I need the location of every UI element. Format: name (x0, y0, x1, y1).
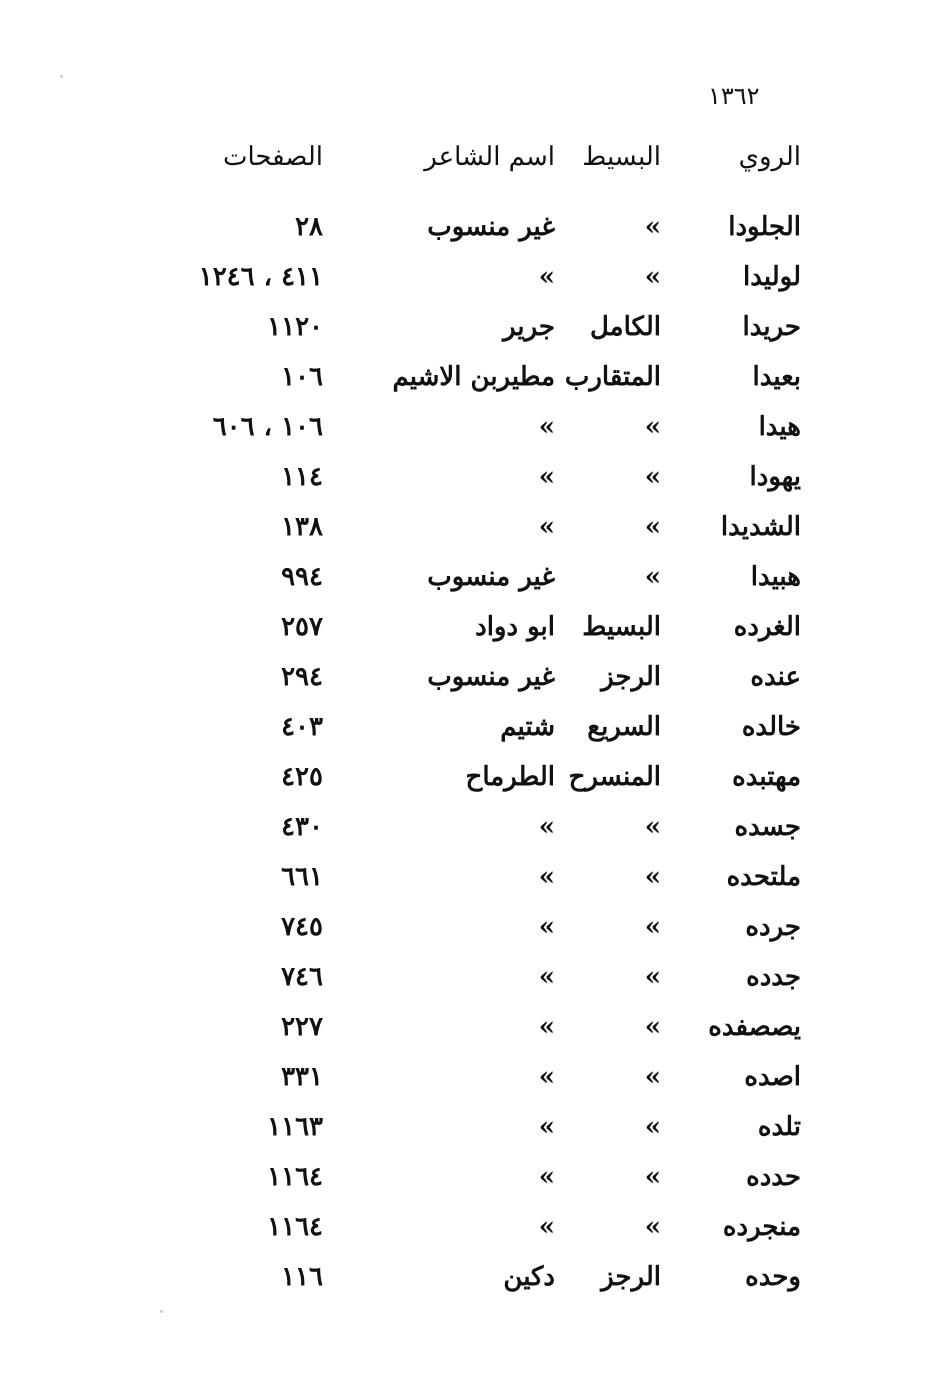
header-rawi: الروي (738, 142, 801, 172)
pages-cell: ٤٠٣ (281, 712, 323, 742)
pages-cell: ١١٦٤ (267, 1162, 323, 1192)
poet-cell: » (538, 462, 555, 492)
bahr-cell: » (644, 1012, 661, 1042)
bahr-cell: » (644, 1062, 661, 1092)
poet-cell: ابو دواد (475, 612, 555, 642)
bahr-cell: الرجز (601, 1262, 661, 1292)
pages-cell: ٩٩٤ (281, 562, 323, 592)
poet-cell: » (538, 862, 555, 892)
bahr-cell: » (644, 862, 661, 892)
pages-cell: ١١٦٤ (267, 1212, 323, 1242)
table-row (0, 462, 933, 502)
header-poet: اسم الشاعر (424, 142, 555, 172)
rawi-cell: عنده (750, 662, 801, 692)
poet-cell: دكين (503, 1262, 555, 1292)
pages-cell: ١٠٦ ، ٦٠٦ (212, 412, 323, 442)
bahr-cell: البسيط (582, 612, 661, 642)
pages-cell: ١١٦٣ (267, 1112, 323, 1142)
bahr-cell: الكامل (589, 312, 661, 342)
rawi-cell: جرده (745, 912, 801, 942)
poet-cell: غير منسوب (427, 662, 555, 692)
rawi-cell: حريدا (742, 312, 801, 342)
bahr-cell: » (644, 1212, 661, 1242)
table-row (0, 1012, 933, 1052)
rawi-cell: اصده (744, 1062, 801, 1092)
poet-cell: غير منسوب (427, 562, 555, 592)
header-bahr: البسيط (582, 142, 661, 172)
bahr-cell: الرجز (601, 662, 661, 692)
rawi-cell: بعيدا (752, 362, 801, 392)
table-row (0, 662, 933, 702)
rawi-cell: هيدا (758, 412, 801, 442)
pages-cell: ٤٣٠ (281, 812, 323, 842)
rawi-cell: منجرده (722, 1212, 801, 1242)
page-number: ١٣٦٢ (708, 82, 760, 110)
table-row (0, 762, 933, 802)
bahr-cell: » (644, 212, 661, 242)
scan-speck (60, 75, 63, 78)
poet-cell: شتيم (500, 712, 555, 742)
poet-cell: » (538, 812, 555, 842)
scan-speck (160, 1310, 163, 1313)
table-row (0, 612, 933, 652)
poet-cell: » (538, 1112, 555, 1142)
pages-cell: ٤٢٥ (281, 762, 323, 792)
pages-cell: ٤١١ ، ١٢٤٦ (198, 262, 323, 292)
pages-cell: ٣٣١ (281, 1062, 323, 1092)
table-row (0, 862, 933, 902)
rawi-cell: الجلودا (728, 212, 801, 242)
poet-cell: » (538, 1012, 555, 1042)
rawi-cell: هبيدا (750, 562, 801, 592)
bahr-cell: » (644, 912, 661, 942)
poet-cell: » (538, 962, 555, 992)
poet-cell: » (538, 262, 555, 292)
bahr-cell: » (644, 512, 661, 542)
table-row (0, 512, 933, 552)
pages-cell: ٦٦١ (281, 862, 323, 892)
table-row (0, 312, 933, 352)
bahr-cell: » (644, 1162, 661, 1192)
poet-cell: الطرماح (465, 762, 555, 792)
rawi-cell: ملتحده (726, 862, 801, 892)
poet-cell: » (538, 912, 555, 942)
table-row (0, 1062, 933, 1102)
rawi-cell: يصصفده (708, 1012, 801, 1042)
bahr-cell: » (644, 462, 661, 492)
pages-cell: ٢٥٧ (281, 612, 323, 642)
table-row (0, 912, 933, 952)
table-row (0, 1162, 933, 1202)
pages-cell: ١١٢٠ (267, 312, 323, 342)
header-pages: الصفحات (222, 142, 323, 172)
rawi-cell: وحده (745, 1262, 801, 1292)
table-header (0, 142, 933, 182)
pages-cell: ١١٦ (281, 1262, 323, 1292)
rawi-cell: حدده (746, 1162, 801, 1192)
table-row (0, 262, 933, 302)
poet-cell: » (538, 412, 555, 442)
pages-cell: ٧٤٦ (281, 962, 323, 992)
pages-cell: ١٣٨ (281, 512, 323, 542)
table-row (0, 812, 933, 852)
rawi-cell: يهودا (749, 462, 801, 492)
rawi-cell: مهتبده (732, 762, 801, 792)
rawi-cell: جسده (734, 812, 801, 842)
table-row (0, 1262, 933, 1302)
rawi-cell: الشديدا (720, 512, 801, 542)
bahr-cell: السريع (587, 712, 661, 742)
pages-cell: ٧٤٥ (281, 912, 323, 942)
table-row (0, 412, 933, 452)
pages-cell: ٢٨ (295, 212, 323, 242)
pages-cell: ٢٢٧ (281, 1012, 323, 1042)
rawi-cell: خالده (741, 712, 801, 742)
bahr-cell: » (644, 412, 661, 442)
table-row (0, 562, 933, 602)
bahr-cell: » (644, 262, 661, 292)
poet-cell: مطيربن الاشيم (392, 362, 555, 392)
pages-cell: ١١٤ (281, 462, 323, 492)
table-row (0, 212, 933, 252)
rawi-cell: لوليدا (743, 262, 801, 292)
poet-cell: » (538, 1162, 555, 1192)
table-row (0, 1112, 933, 1152)
table-row (0, 962, 933, 1002)
rawi-cell: تلده (757, 1112, 801, 1142)
table-row (0, 1212, 933, 1252)
poet-cell: غير منسوب (427, 212, 555, 242)
rawi-cell: جدده (746, 962, 801, 992)
poet-cell: » (538, 1062, 555, 1092)
poet-cell: » (538, 1212, 555, 1242)
pages-cell: ٢٩٤ (281, 662, 323, 692)
bahr-cell: المتقارب (564, 362, 661, 392)
bahr-cell: » (644, 962, 661, 992)
bahr-cell: » (644, 1112, 661, 1142)
table-row (0, 362, 933, 402)
poet-cell: » (538, 512, 555, 542)
rawi-cell: الغرده (733, 612, 801, 642)
bahr-cell: » (644, 562, 661, 592)
bahr-cell: » (644, 812, 661, 842)
table-row (0, 712, 933, 752)
bahr-cell: المنسرح (568, 762, 661, 792)
poet-cell: جرير (503, 312, 555, 342)
pages-cell: ١٠٦ (281, 362, 323, 392)
